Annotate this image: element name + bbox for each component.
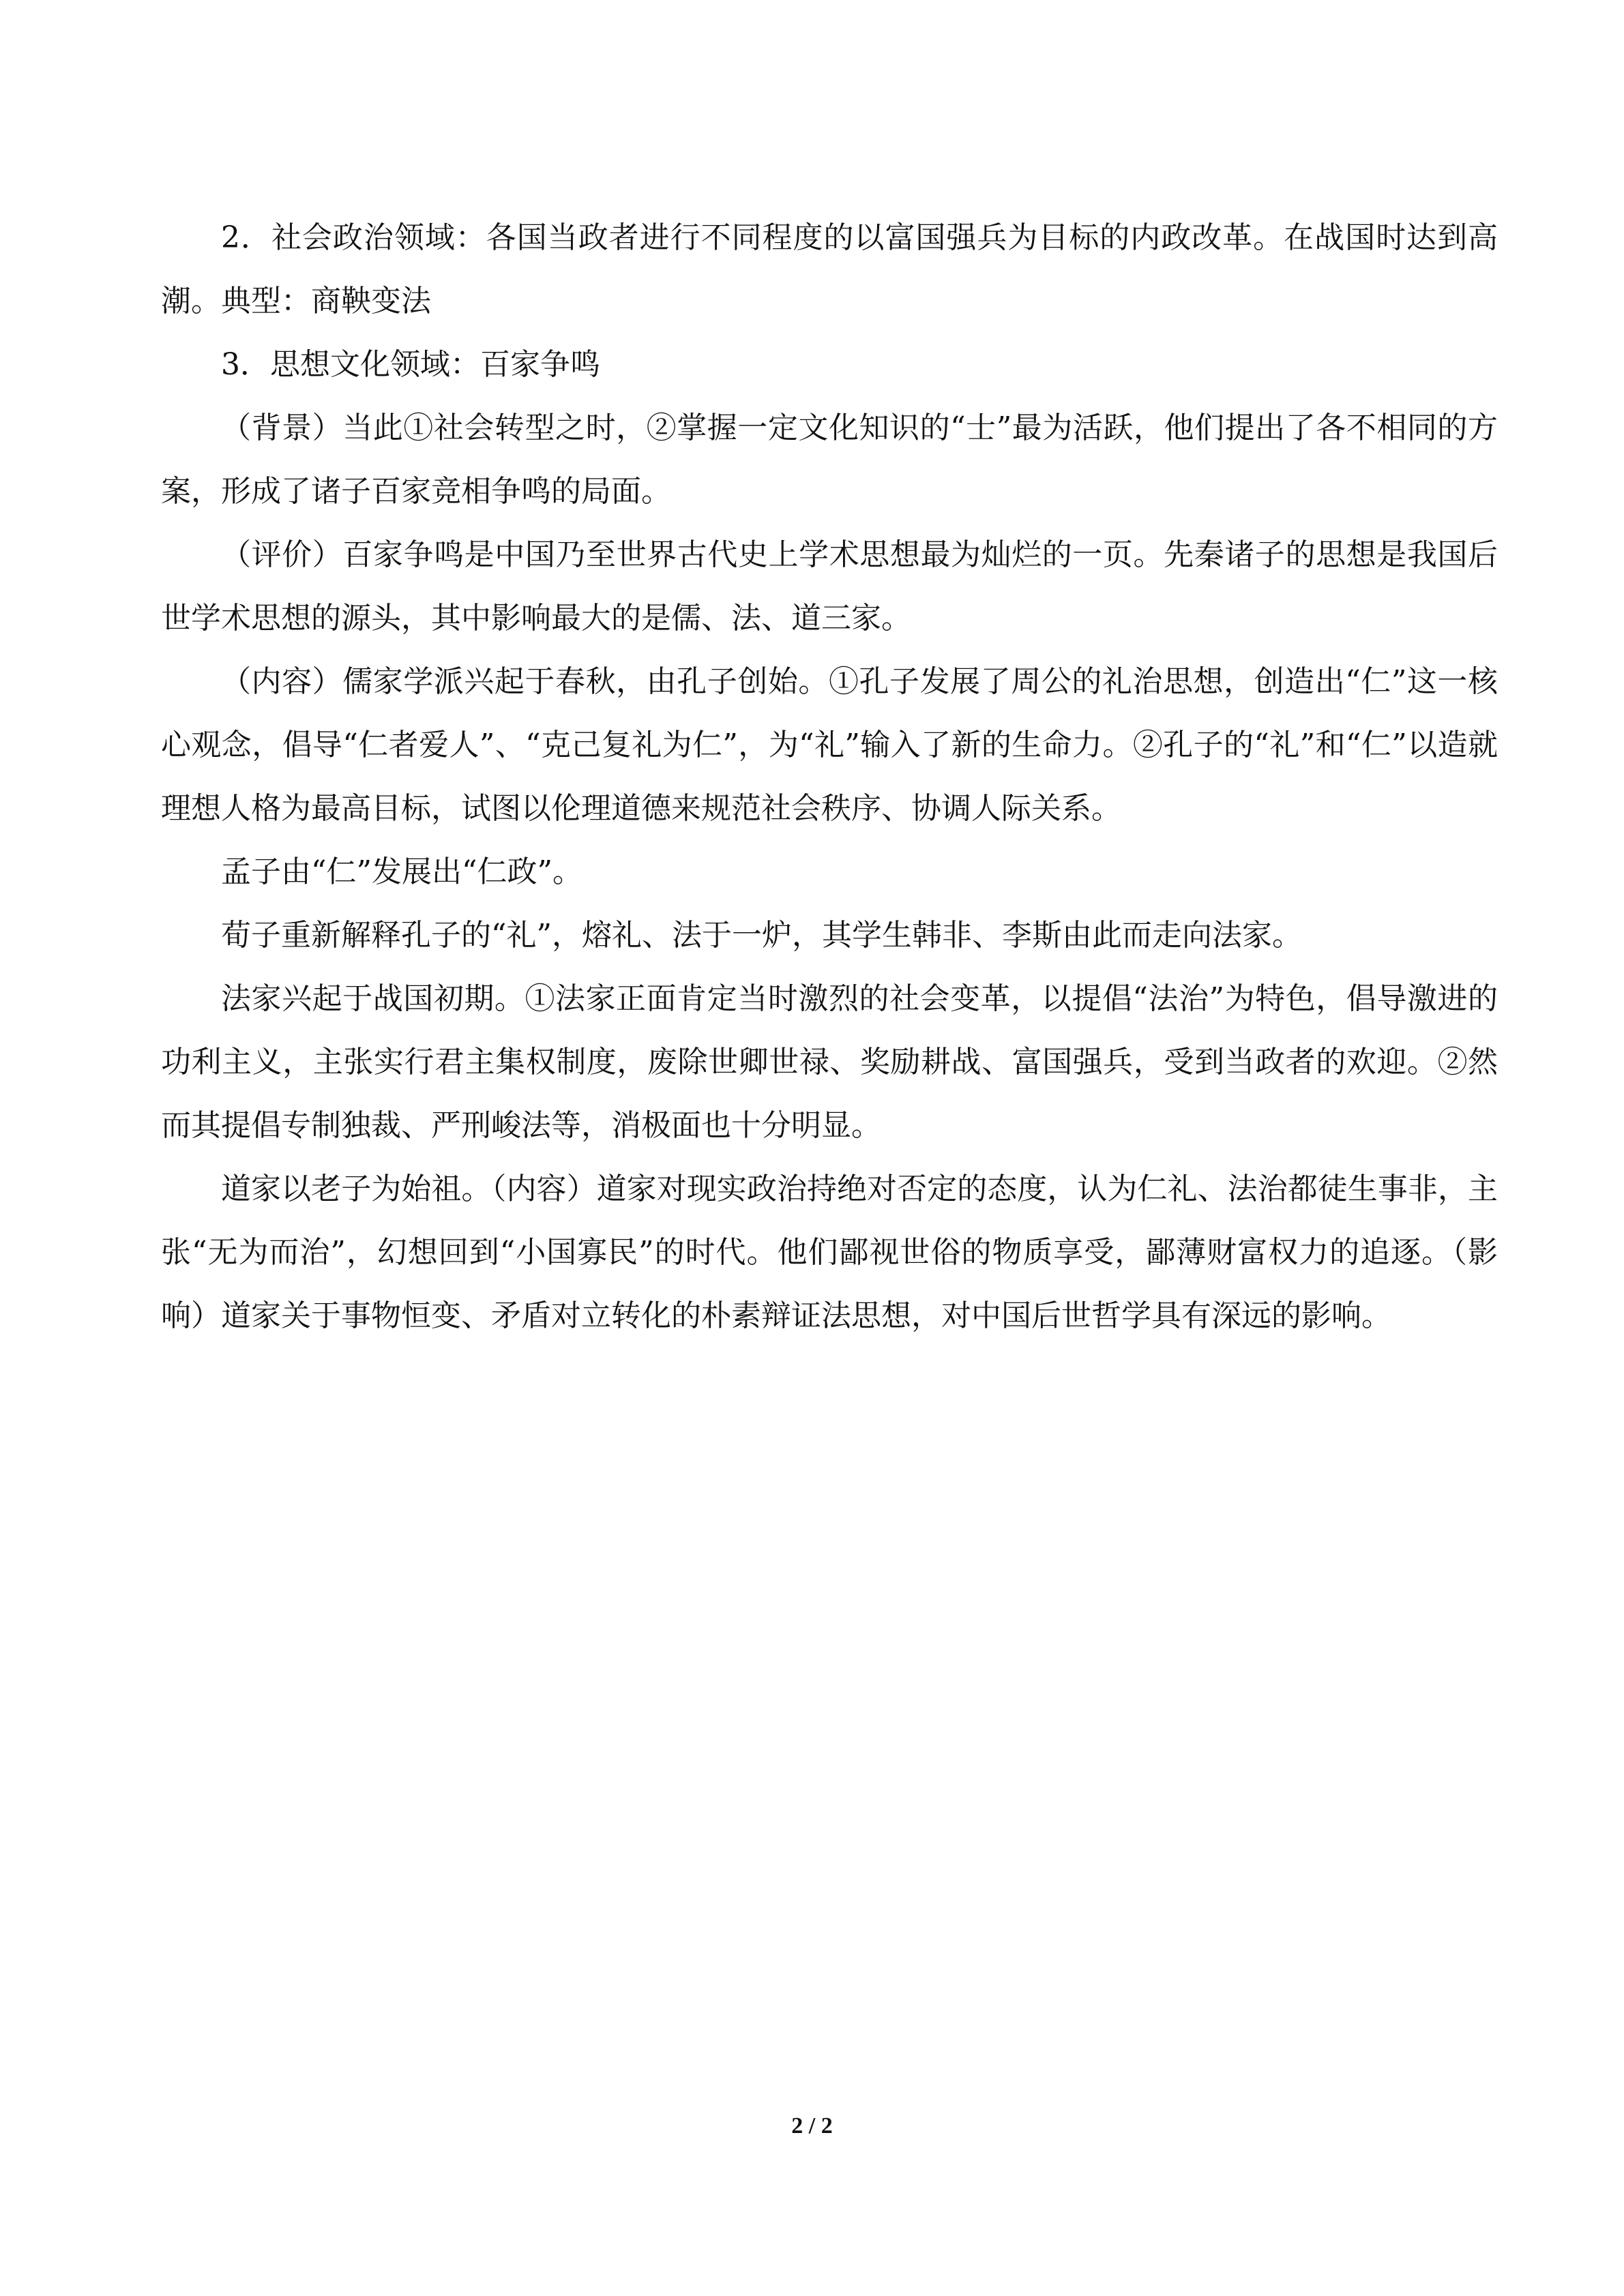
paragraph-social-politics: 2．社会政治领域：各国当政者进行不同程度的以富国强兵为目标的内政改革。在战国时达到高潮。典型：商鞅变法 <box>161 220 1498 318</box>
page-number: 2 / 2 <box>791 2113 833 2138</box>
document-body <box>161 206 1498 1347</box>
paragraph-xunzi: 荀子重新解释孔子的“礼”，熔礼、法于一炉，其学生韩非、李斯由此而走向法家。 <box>221 918 1302 953</box>
paragraph-legalism: 法家兴起于战国初期。①法家正面肯定当时激烈的社会变革，以提倡“法治”为特色，倡导激进的功利主义，主张实行君主集权制度，废除世卿世禄、奖励耕战、富国强兵，受到当政者的欢迎。②然而其提倡专制独裁、严刑峻法等，消极面也十分明显。 <box>161 981 1498 1143</box>
paragraph-background: （背景）当此①社会转型之时，②掌握一定文化知识的“士”最为活跃，他们提出了各不相同的方案，形成了诸子百家竞相争鸣的局面。 <box>161 411 1498 509</box>
paragraph-mencius: 孟子由“仁”发展出“仁政”。 <box>221 854 582 889</box>
paragraph-confucianism: （内容）儒家学派兴起于春秋，由孔子创始。①孔子发展了周公的礼治思想，创造出“仁”这一核心观念，倡导“仁者爱人”、“克己复礼为仁”，为“礼”输入了新的生命力。②孔子的“礼”和“仁”以造就理想人格为最高目标，试图以伦理道德来规范社会秩序、协调人际关系。 <box>161 664 1498 826</box>
paragraph-daoism: 道家以老子为始祖。（内容）道家对现实政治持绝对否定的态度，认为仁礼、法治都徒生事非，主张“无为而治”，幻想回到“小国寡民”的时代。他们鄙视世俗的物质享受，鄙薄财富权力的追逐。（影响）道家关于事物恒变、矛盾对立转化的朴素辩证法思想，对中国后世哲学具有深远的影响。 <box>161 1172 1498 1333</box>
paragraph-thought-culture: 3．思想文化领域：百家争鸣 <box>221 347 600 382</box>
paragraph-evaluation: （评价）百家争鸣是中国乃至世界古代史上学术思想最为灿烂的一页。先秦诸子的思想是我国后世学术思想的源头，其中影响最大的是儒、法、道三家。 <box>161 537 1498 636</box>
